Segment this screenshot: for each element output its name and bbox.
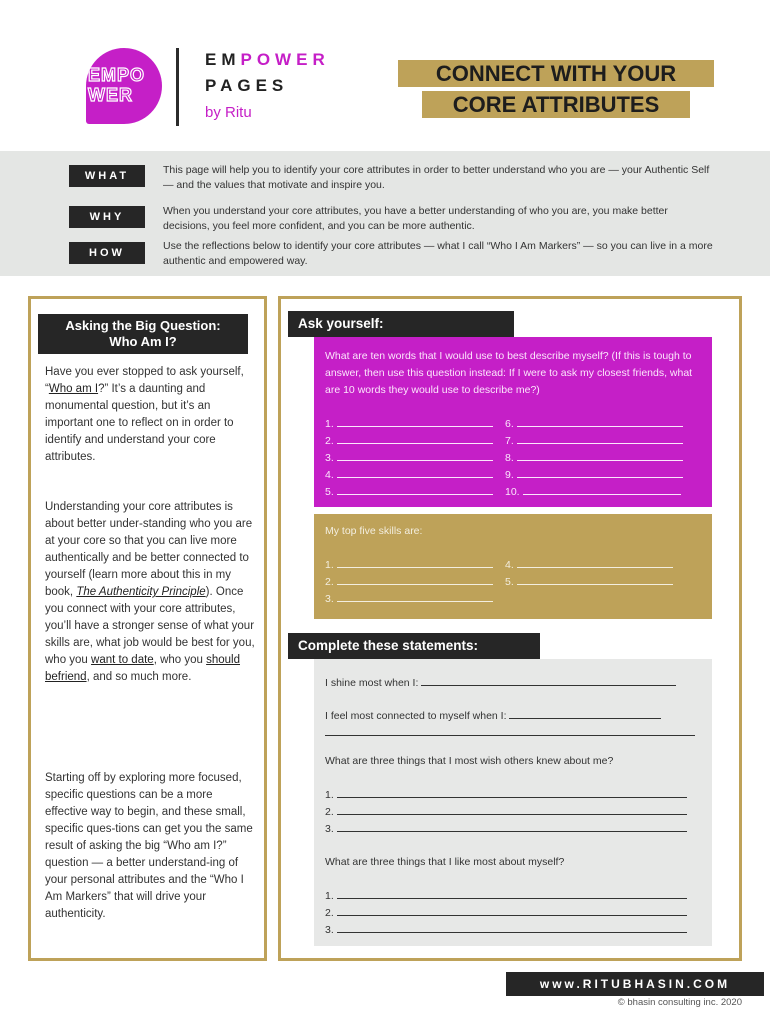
list-item[interactable]: 6.: [505, 416, 683, 433]
list-item[interactable]: 3.: [325, 591, 493, 608]
list-item[interactable]: 5.: [325, 484, 493, 501]
list-item[interactable]: 9.: [505, 467, 683, 484]
brand-empower: [205, 50, 330, 70]
how-text: Use the reflections below to identify your core attributes — what I call “Who I Am Markers” — so you can live in a more authentic and empowered way.: [163, 240, 713, 267]
brand-em: EM: [205, 50, 241, 69]
p2-text-a: Understanding your core attributes is about better under-standing who you are at your core so that you can live more authentically and be better connected to yourself (learn more about this in my book,: [45, 501, 253, 598]
list-item[interactable]: 2.: [325, 804, 687, 821]
p1-text-a: Have you ever stopped to ask yourself, “: [45, 366, 244, 395]
list-item[interactable]: 4.: [325, 467, 493, 484]
p2-text-b: ). Once you connect with your core attributes, you’ll have a stronger sense of what your skills are, what job would be best for you, who you: [45, 586, 255, 666]
list-item[interactable]: 1.: [325, 787, 687, 804]
logo-divider: [176, 48, 179, 126]
list-item[interactable]: 1.: [325, 888, 687, 905]
logo-mark-text-1: EMPO: [88, 65, 146, 85]
others-question: What are three things that I most wish others knew about me?: [325, 755, 614, 767]
list-item[interactable]: 3.: [325, 821, 687, 838]
p2-text-c: , who you: [153, 654, 207, 666]
statements-box: [314, 659, 712, 946]
p2-text-d: , and so much more.: [86, 671, 192, 683]
words-list-right: [505, 416, 683, 501]
left-heading: [38, 314, 248, 354]
what-tag: WHAT: [69, 165, 145, 187]
list-item[interactable]: 2.: [325, 905, 687, 922]
list-item[interactable]: 1.: [325, 416, 493, 433]
like-question: What are three things that I like most about myself?: [325, 856, 565, 868]
list-item[interactable]: 3.: [325, 922, 687, 939]
brand-byline: by Ritu: [205, 104, 252, 121]
connected-statement-line-2[interactable]: [325, 725, 695, 742]
website-link[interactable]: www.RITUBHASIN.COM: [506, 972, 764, 996]
top-skills-box: [314, 514, 712, 619]
why-tag: WHY: [69, 206, 145, 228]
page-title-line-1: CONNECT WITH YOUR: [435, 61, 677, 86]
page-title-line-2: CORE ATTRIBUTES: [452, 92, 660, 117]
left-paragraph-1: [45, 364, 255, 466]
shine-statement[interactable]: [325, 675, 676, 692]
copyright-notice: © bhasin consulting inc. 2020: [617, 997, 742, 1008]
brand-pages: PAGES: [205, 76, 289, 95]
list-item[interactable]: 4.: [505, 557, 673, 574]
what-text: This page will help you to identify your core attributes in order to better understand who you are — your Authentic Self — and the values that motivate and inspire you.: [163, 164, 710, 191]
list-item[interactable]: 3.: [325, 450, 493, 467]
ten-words-question: What are ten words that I would use to best describe myself? (If this is tough to answer, then use this question instead: If I were to ask my closest friends, what are 10 words they would use to describe me?): [325, 350, 693, 396]
should-befriend-link[interactable]: should befriend: [45, 654, 240, 683]
why-text: When you understand your core attributes, you have a better understanding of who you are, you make better decisions, you feel more confident, and you can be more authentic.: [163, 205, 668, 232]
list-item[interactable]: 7.: [505, 433, 683, 450]
logo-mark-text-2: WER: [88, 85, 133, 105]
list-item[interactable]: 1.: [325, 557, 493, 574]
shine-label: I shine most when I:: [325, 677, 419, 689]
list-item[interactable]: 2.: [325, 574, 493, 591]
left-paragraph-2: [45, 499, 255, 686]
ten-words-box: [314, 337, 712, 507]
brand-power: POWER: [240, 50, 330, 69]
list-item[interactable]: 10.: [505, 484, 683, 501]
list-item[interactable]: 5.: [505, 574, 673, 591]
p1-text-b: ?” It’s a daunting and monumental question, but it’s an important one to reflect on in order to identify and understand your core attributes.: [45, 383, 234, 463]
left-paragraph-3: Starting off by exploring more focused, specific questions can be a more effective way to begin, and these small, specific ques-tions can get you the same result of asking the big “Who am I?” question — a better understand-ing of your personal attributes and the “Who I Am Markers” that will drive your authenticity.: [45, 772, 253, 920]
skills-list-right: [505, 557, 673, 591]
logo-mark: [86, 48, 162, 124]
ask-yourself-heading: Ask yourself:: [288, 311, 514, 337]
left-heading-line-1: Asking the Big Question:: [65, 318, 221, 333]
how-tag: HOW: [69, 242, 145, 264]
book-link[interactable]: The Authenticity Principle: [76, 586, 206, 598]
want-to-date-link[interactable]: want to date: [91, 654, 154, 666]
list-item[interactable]: 8.: [505, 450, 683, 467]
top-skills-prompt: My top five skills are:: [325, 525, 423, 537]
list-item[interactable]: 2.: [325, 433, 493, 450]
skills-list-left: [325, 557, 493, 608]
words-list-left: [325, 416, 493, 501]
connected-statement[interactable]: [325, 708, 661, 725]
complete-statements-heading: Complete these statements:: [288, 633, 540, 659]
who-am-i-link[interactable]: Who am I: [48, 383, 99, 395]
left-heading-line-2: Who Am I?: [109, 334, 177, 349]
connected-label: I feel most connected to myself when I:: [325, 710, 507, 722]
